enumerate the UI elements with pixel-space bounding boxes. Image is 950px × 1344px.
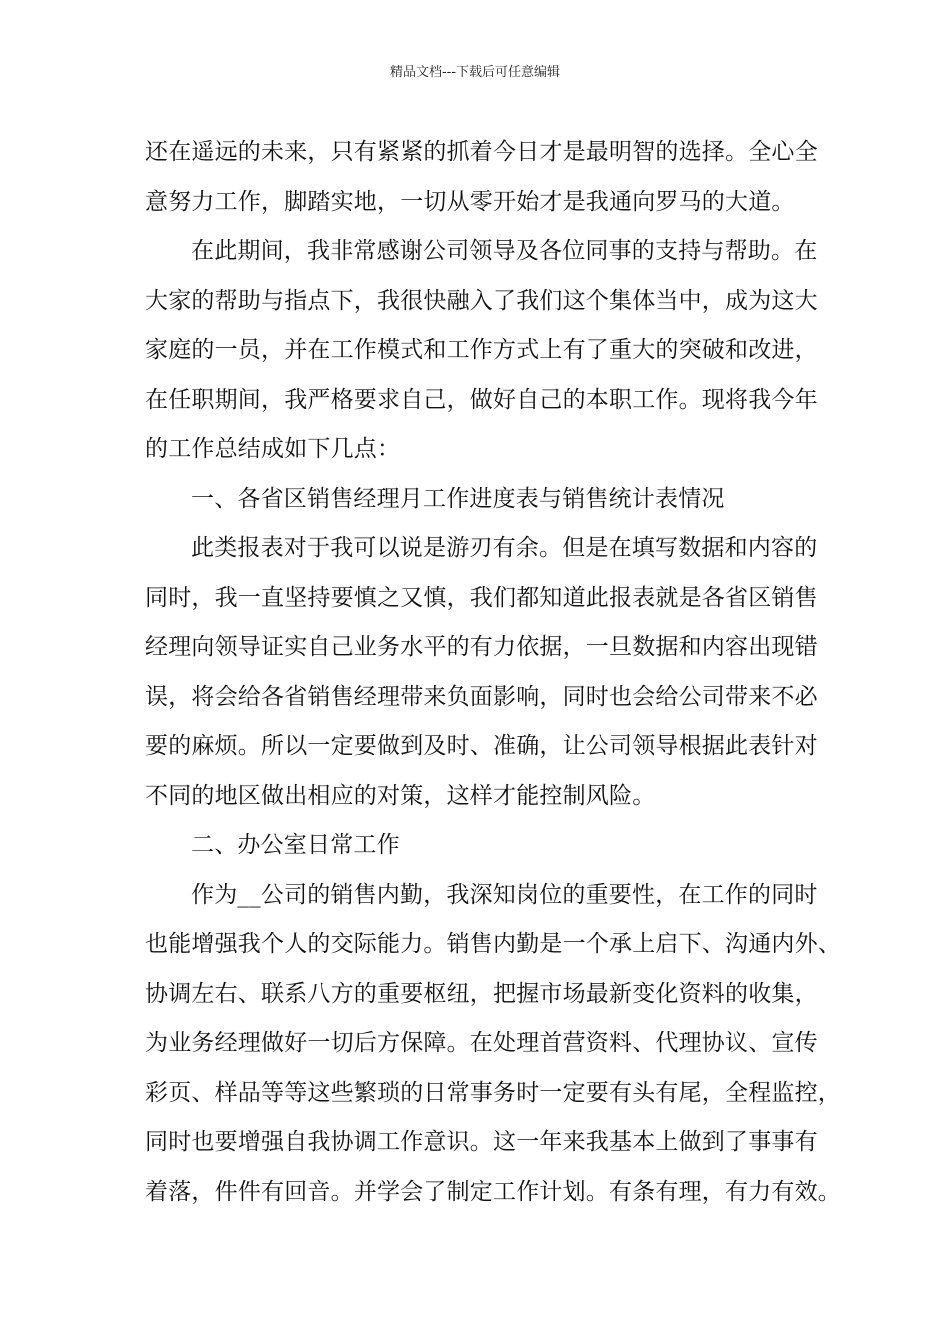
text-line: 在此期间，我非常感谢公司领导及各位同事的支持与帮助。在 <box>191 238 818 264</box>
text-line: 不同的地区做出相应的对策，这样才能控制风险。 <box>145 782 656 809</box>
page-header: 精品文档---下载后可任意编辑 <box>389 65 561 80</box>
text-line: 意努力工作，脚踏实地，一切从零开始才是我通向罗马的大道。 <box>145 188 795 215</box>
text-line: 误，将会给各省销售经理带来负面影响，同时也会给公司带来不必 <box>145 683 818 710</box>
text-line: 家庭的一员，并在工作模式和工作方式上有了重大的突破和改进， <box>145 337 818 363</box>
text-line: 协调左右、联系八方的重要枢纽，把握市场最新变化资料的收集， <box>145 980 818 1007</box>
section-heading: 一、各省区销售经理月工作进度表与销售统计表情况 <box>191 485 725 512</box>
text-line: 在任职期间，我严格要求自己，做好自己的本职工作。现将我今年 <box>145 386 818 413</box>
text-line: 也能增强我个人的交际能力。销售内勤是一个承上启下、沟通内外、 <box>145 931 841 957</box>
text-line: 同时也要增强自我协调工作意识。这一年来我基本上做到了事事有 <box>145 1129 818 1155</box>
section-heading: 二、办公室日常工作 <box>191 832 400 858</box>
text-line: 要的麻烦。所以一定要做到及时、准确，让公司领导根据此表针对 <box>145 733 818 759</box>
text-line: 着落，件件有回音。并学会了制定工作计划。有条有理，有力有效。 <box>145 1178 841 1205</box>
text-line: 的工作总结成如下几点： <box>145 436 401 462</box>
text-line: 彩页、样品等等这些繁琐的日常事务时一定要有头有尾，全程监控， <box>145 1079 841 1106</box>
text-line: 还在遥远的未来，只有紧紧的抓着今日才是最明智的选择。全心全 <box>145 139 818 165</box>
text-line: 此类报表对于我可以说是游刃有余。但是在填写数据和内容的 <box>191 535 818 561</box>
text-line: 同时，我一直坚持要慎之又慎，我们都知道此报表就是各省区销售 <box>145 584 818 611</box>
text-line: 大家的帮助与指点下，我很快融入了我们这个集体当中，成为这大 <box>145 287 818 314</box>
text-line: 作为__公司的销售内勤，我深知岗位的重要性，在工作的同时 <box>191 881 818 908</box>
text-line: 经理向领导证实自己业务水平的有力依据，一旦数据和内容出现错 <box>145 634 818 660</box>
text-line: 为业务经理做好一切后方保障。在处理首营资料、代理协议、宣传 <box>145 1030 818 1056</box>
document-body <box>145 128 841 1217</box>
